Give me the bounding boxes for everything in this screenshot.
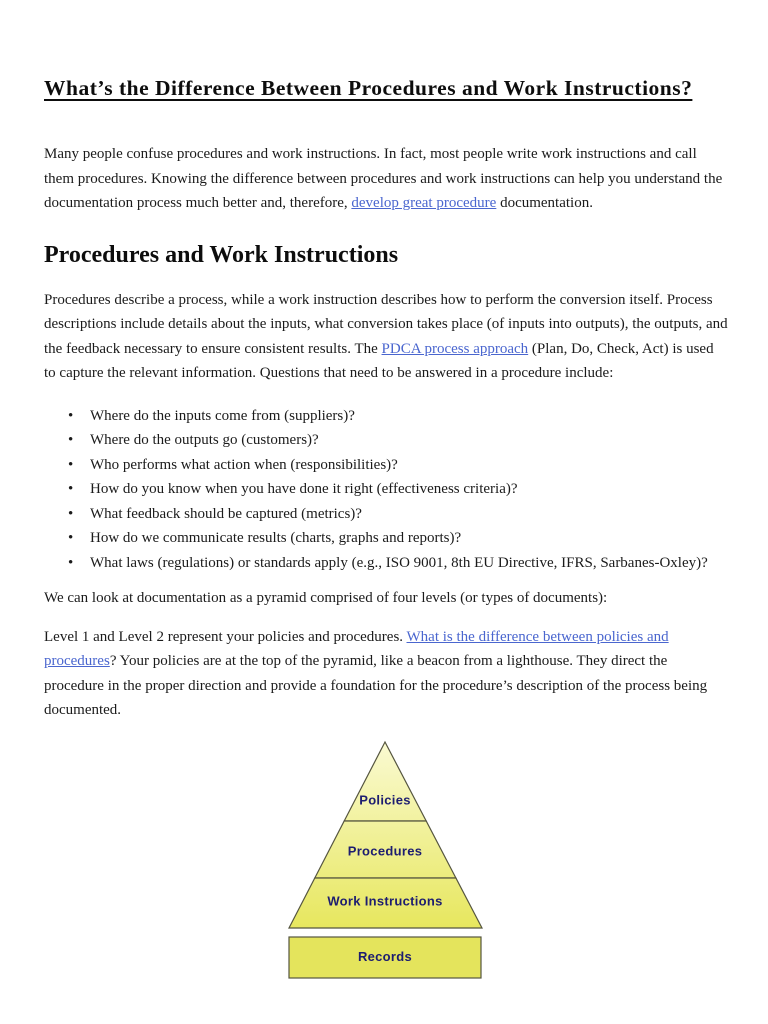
work-instructions-label: Work Instructions [327,892,443,908]
levels-text-1: Level 1 and Level 2 represent your policies and procedures. [44,628,407,645]
list-item-text: What laws (regulations) or standards apply (e.g., ISO 9001, 8th EU Directive, IFRS, Sarbanes-Oxley)? [90,554,708,571]
pyramid-intro-paragraph: We can look at documentation as a pyramid comprised of four levels (or types of documents): [44,590,608,606]
process-paragraph [44,288,728,386]
list-item [44,551,728,576]
list-item-text: Where do the inputs come from (suppliers)? [90,407,355,424]
pyramid-diagram-svg [286,739,486,983]
procedures-label: Procedures [347,842,423,858]
levels-paragraph [44,625,728,723]
bullet-icon: • [68,481,74,497]
levels-text-2: ? Your policies are at the top of the pyramid, like a beacon from a lighthouse. They direct the procedure in the proper direction and provide a foundation for the procedure’s description of the process being documented. [44,653,708,718]
list-item [44,428,728,453]
policies-vs-procedures-link[interactable]: What is the difference between policies and procedures [44,628,669,669]
pyramid-diagram [44,739,728,983]
pdca-process-approach-link[interactable]: PDCA process approach [381,340,529,357]
list-item-text: How do you know when you have done it right (effectiveness criteria)? [90,481,518,497]
list-item [44,477,728,502]
list-item [44,453,728,478]
bullet-icon: • [68,505,74,522]
page-title: What’s the Difference Between Procedures and Work Instructions? [44,76,693,100]
list-item-text: What feedback should be captured (metrics)? [90,505,362,522]
list-item [44,526,728,551]
bullet-icon: • [68,554,74,571]
bullet-icon: • [68,530,74,546]
section-heading: Procedures and Work Instructions [44,241,399,268]
intro-paragraph [44,142,728,216]
records-label: Records [357,948,413,964]
list-item [44,502,728,527]
process-text-2: (Plan, Do, Check, Act) is used to capture the relevant information. Questions that need to be answered in a procedure include: [44,340,714,381]
intro-text-1: Many people confuse procedures and work instructions. In fact, most people write work instructions and call them procedures. Knowing the difference between procedures and work instructions can help you understand the documentation process much better and, therefore, [44,146,723,211]
intro-text-2: documentation. [496,195,593,211]
list-item [44,404,728,429]
list-item-text: Where do the outputs go (customers)? [90,432,319,448]
questions-list [44,404,728,576]
develop-great-procedure-link[interactable]: develop great procedure [351,195,497,211]
list-item-text: How do we communicate results (charts, graphs and reports)? [90,530,462,546]
bullet-icon: • [68,432,74,448]
list-item-text: Who performs what action when (responsibilities)? [90,456,398,473]
pyramid-level-policies [344,742,426,821]
policies-label: Policies [359,791,411,807]
bullet-icon: • [68,407,74,424]
bullet-icon: • [68,456,74,473]
process-text-1: Procedures describe a process, while a work instruction describes how to perform the conversion itself. Process descriptions include details about the inputs, what conversion takes place (of inputs into outputs), the outputs, and the feedback necessary to ensure consistent results. The [44,291,728,357]
